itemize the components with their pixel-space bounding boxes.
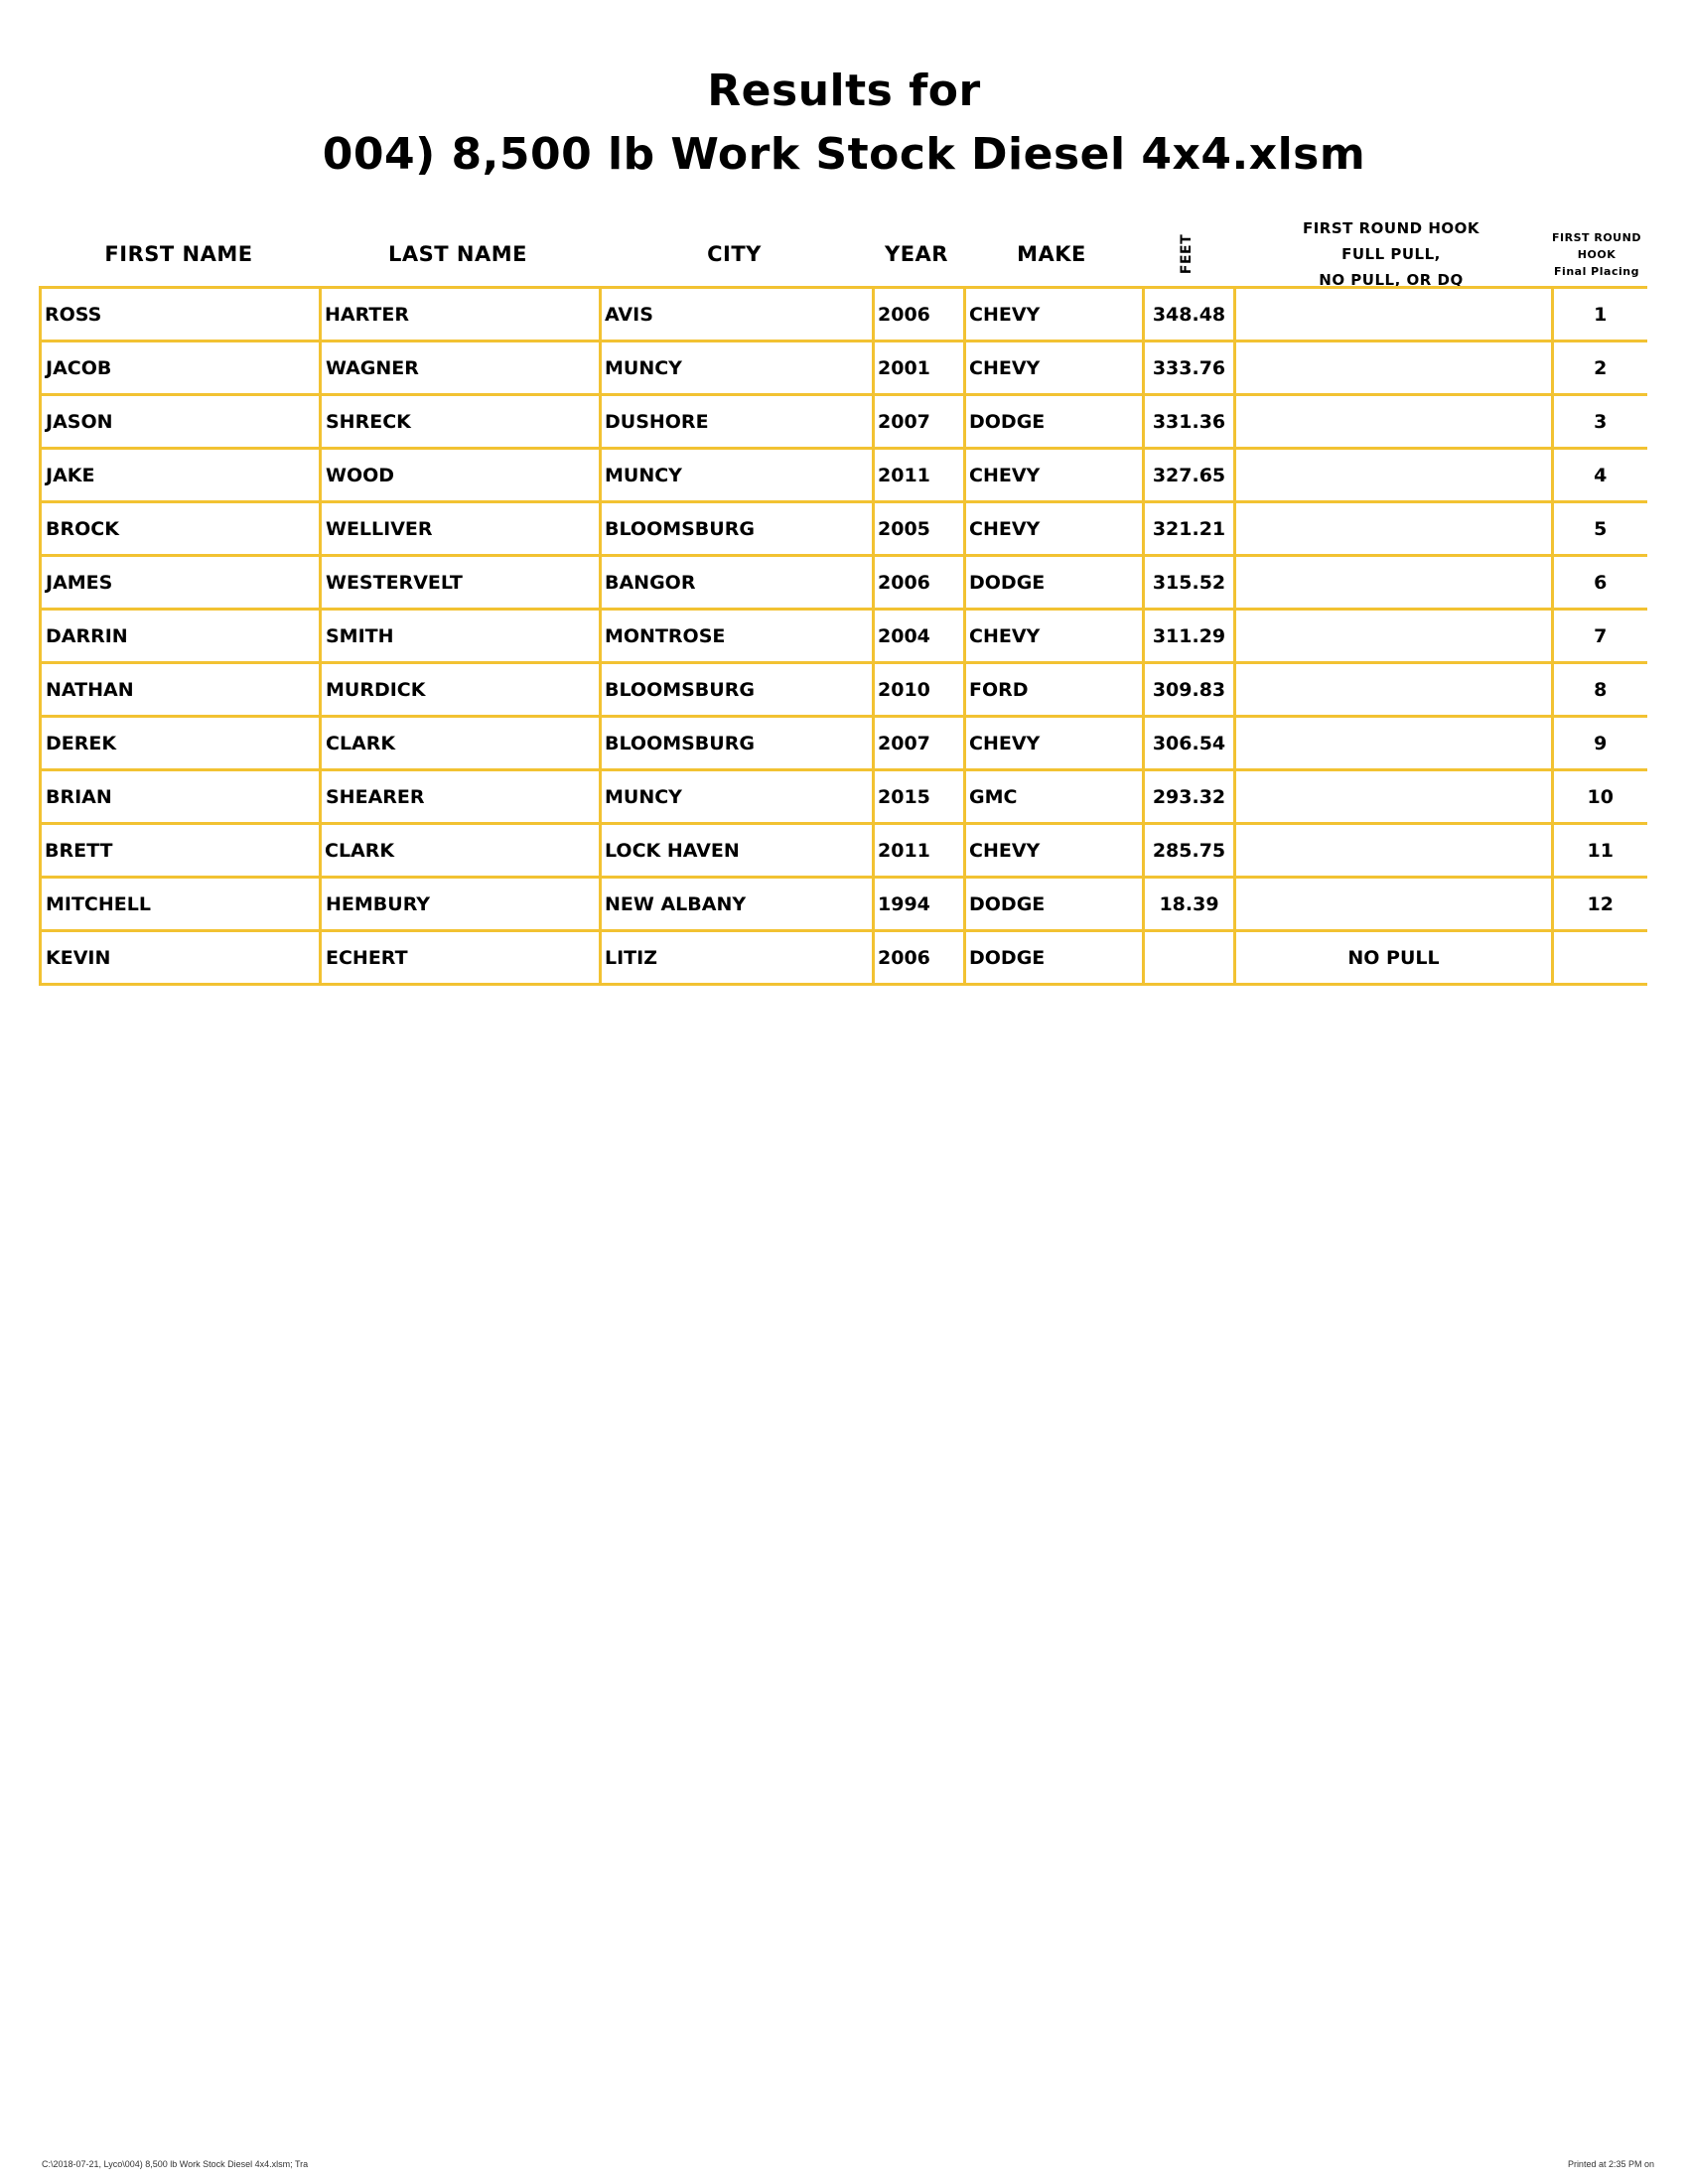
feet-cell: 331.36 [1144, 395, 1235, 449]
city-cell: BANGOR [601, 556, 874, 610]
first-name-cell: DARRIN [41, 610, 321, 663]
year-cell: 2015 [874, 770, 965, 824]
final-placing-cell: 3 [1553, 395, 1647, 449]
make-cell: CHEVY [965, 502, 1144, 556]
header-final-placing [1550, 212, 1643, 296]
year-cell: 2011 [874, 449, 965, 502]
table-row [41, 770, 1647, 824]
city-cell: BLOOMSBURG [601, 663, 874, 717]
hook-status-cell [1235, 449, 1553, 502]
feet-cell: 321.21 [1144, 502, 1235, 556]
make-cell: DODGE [965, 878, 1144, 931]
final-placing-cell: 6 [1553, 556, 1647, 610]
final-placing-cell: 12 [1553, 878, 1647, 931]
final-placing-cell: 2 [1553, 341, 1647, 395]
first-name-cell: ROSS [41, 288, 321, 341]
header-feet [1141, 212, 1232, 296]
feet-cell: 309.83 [1144, 663, 1235, 717]
feet-cell: 18.39 [1144, 878, 1235, 931]
first-name-cell: JAKE [41, 449, 321, 502]
header-placing-line-1: FIRST ROUND [1552, 230, 1641, 244]
make-cell: FORD [965, 663, 1144, 717]
table-row [41, 663, 1647, 717]
last-name-cell: SMITH [321, 610, 601, 663]
year-cell: 2010 [874, 663, 965, 717]
first-name-cell: JACOB [41, 341, 321, 395]
first-name-cell: DEREK [41, 717, 321, 770]
results-table-body [41, 288, 1647, 985]
header-hook-status-line-2: FULL PULL, [1341, 245, 1441, 263]
year-cell: 2011 [874, 824, 965, 878]
table-row [41, 395, 1647, 449]
table-row [41, 288, 1647, 341]
first-name-cell: KEVIN [41, 931, 321, 985]
first-name-cell: BROCK [41, 502, 321, 556]
hook-status-cell [1235, 288, 1553, 341]
last-name-cell: CLARK [321, 717, 601, 770]
year-cell: 2005 [874, 502, 965, 556]
make-cell: CHEVY [965, 288, 1144, 341]
hook-status-cell [1235, 824, 1553, 878]
final-placing-cell: 4 [1553, 449, 1647, 502]
last-name-cell: ECHERT [321, 931, 601, 985]
final-placing-cell: 7 [1553, 610, 1647, 663]
header-last-name: LAST NAME [388, 242, 527, 266]
city-cell: BLOOMSBURG [601, 502, 874, 556]
page-title-line-1: Results for [707, 66, 981, 116]
header-hook-status-line-1: FIRST ROUND HOOK [1302, 219, 1480, 237]
hook-status-cell [1235, 341, 1553, 395]
city-cell: BLOOMSBURG [601, 717, 874, 770]
table-row [41, 502, 1647, 556]
first-name-cell: BRIAN [41, 770, 321, 824]
feet-cell: 306.54 [1144, 717, 1235, 770]
year-cell: 2006 [874, 556, 965, 610]
header-make: MAKE [1017, 242, 1086, 266]
header-hook-status-line-3: NO PULL, OR DQ [1319, 271, 1464, 289]
table-row [41, 878, 1647, 931]
feet-cell: 348.48 [1144, 288, 1235, 341]
year-cell: 2007 [874, 395, 965, 449]
last-name-cell: WOOD [321, 449, 601, 502]
make-cell: DODGE [965, 556, 1144, 610]
feet-cell: 333.76 [1144, 341, 1235, 395]
city-cell: LOCK HAVEN [601, 824, 874, 878]
header-placing-line-3: Final Placing [1554, 264, 1639, 278]
table-row [41, 556, 1647, 610]
make-cell: CHEVY [965, 717, 1144, 770]
last-name-cell: WESTERVELT [321, 556, 601, 610]
hook-status-cell [1235, 770, 1553, 824]
year-cell: 2006 [874, 288, 965, 341]
first-name-cell: NATHAN [41, 663, 321, 717]
city-cell: MUNCY [601, 341, 874, 395]
final-placing-cell: 11 [1553, 824, 1647, 878]
table-row [41, 931, 1647, 985]
city-cell: MUNCY [601, 770, 874, 824]
header-city: CITY [707, 242, 762, 266]
first-name-cell: JASON [41, 395, 321, 449]
footer-print-time: Printed at 2:35 PM on [1567, 2159, 1654, 2169]
city-cell: LITIZ [601, 931, 874, 985]
page-title-line-2: 004) 8,500 lb Work Stock Diesel 4x4.xlsm [322, 129, 1366, 180]
header-placing-line-2: HOOK [1577, 247, 1617, 261]
year-cell: 2004 [874, 610, 965, 663]
year-cell: 1994 [874, 878, 965, 931]
final-placing-cell [1553, 931, 1647, 985]
city-cell: DUSHORE [601, 395, 874, 449]
make-cell: CHEVY [965, 449, 1144, 502]
final-placing-cell: 8 [1553, 663, 1647, 717]
results-table [39, 286, 1647, 986]
final-placing-cell: 10 [1553, 770, 1647, 824]
table-row [41, 449, 1647, 502]
feet-cell: 285.75 [1144, 824, 1235, 878]
year-cell: 2006 [874, 931, 965, 985]
footer-file-path: C:\2018-07-21, Lyco\004) 8,500 lb Work Stock Diesel 4x4.xlsm; Tra [42, 2159, 309, 2169]
make-cell: DODGE [965, 395, 1144, 449]
final-placing-cell: 1 [1553, 288, 1647, 341]
hook-status-cell [1235, 663, 1553, 717]
table-row [41, 717, 1647, 770]
city-cell: NEW ALBANY [601, 878, 874, 931]
make-cell: CHEVY [965, 341, 1144, 395]
final-placing-cell: 9 [1553, 717, 1647, 770]
first-name-cell: JAMES [41, 556, 321, 610]
last-name-cell: HARTER [321, 288, 601, 341]
feet-cell [1144, 931, 1235, 985]
last-name-cell: HEMBURY [321, 878, 601, 931]
make-cell: CHEVY [965, 610, 1144, 663]
hook-status-cell [1235, 878, 1553, 931]
make-cell: CHEVY [965, 824, 1144, 878]
last-name-cell: SHRECK [321, 395, 601, 449]
table-row [41, 610, 1647, 663]
header-year: YEAR [885, 242, 948, 266]
table-row [41, 341, 1647, 395]
city-cell: MONTROSE [601, 610, 874, 663]
feet-cell: 311.29 [1144, 610, 1235, 663]
last-name-cell: WELLIVER [321, 502, 601, 556]
hook-status-cell [1235, 556, 1553, 610]
feet-cell: 315.52 [1144, 556, 1235, 610]
make-cell: GMC [965, 770, 1144, 824]
hook-status-cell [1235, 610, 1553, 663]
final-placing-cell: 5 [1553, 502, 1647, 556]
year-cell: 2007 [874, 717, 965, 770]
city-cell: AVIS [601, 288, 874, 341]
header-feet-label: FEET [1179, 233, 1195, 275]
make-cell: DODGE [965, 931, 1144, 985]
hook-status-cell [1235, 717, 1553, 770]
last-name-cell: SHEARER [321, 770, 601, 824]
hook-status-cell [1235, 395, 1553, 449]
feet-cell: 327.65 [1144, 449, 1235, 502]
hook-status-cell [1235, 502, 1553, 556]
year-cell: 2001 [874, 341, 965, 395]
last-name-cell: WAGNER [321, 341, 601, 395]
hook-status-cell: NO PULL [1235, 931, 1553, 985]
last-name-cell: MURDICK [321, 663, 601, 717]
city-cell: MUNCY [601, 449, 874, 502]
first-name-cell: MITCHELL [41, 878, 321, 931]
first-name-cell: BRETT [41, 824, 321, 878]
feet-cell: 293.32 [1144, 770, 1235, 824]
header-hook-status [1232, 212, 1550, 296]
table-row [41, 824, 1647, 878]
header-first-name: FIRST NAME [104, 242, 253, 266]
last-name-cell: CLARK [321, 824, 601, 878]
